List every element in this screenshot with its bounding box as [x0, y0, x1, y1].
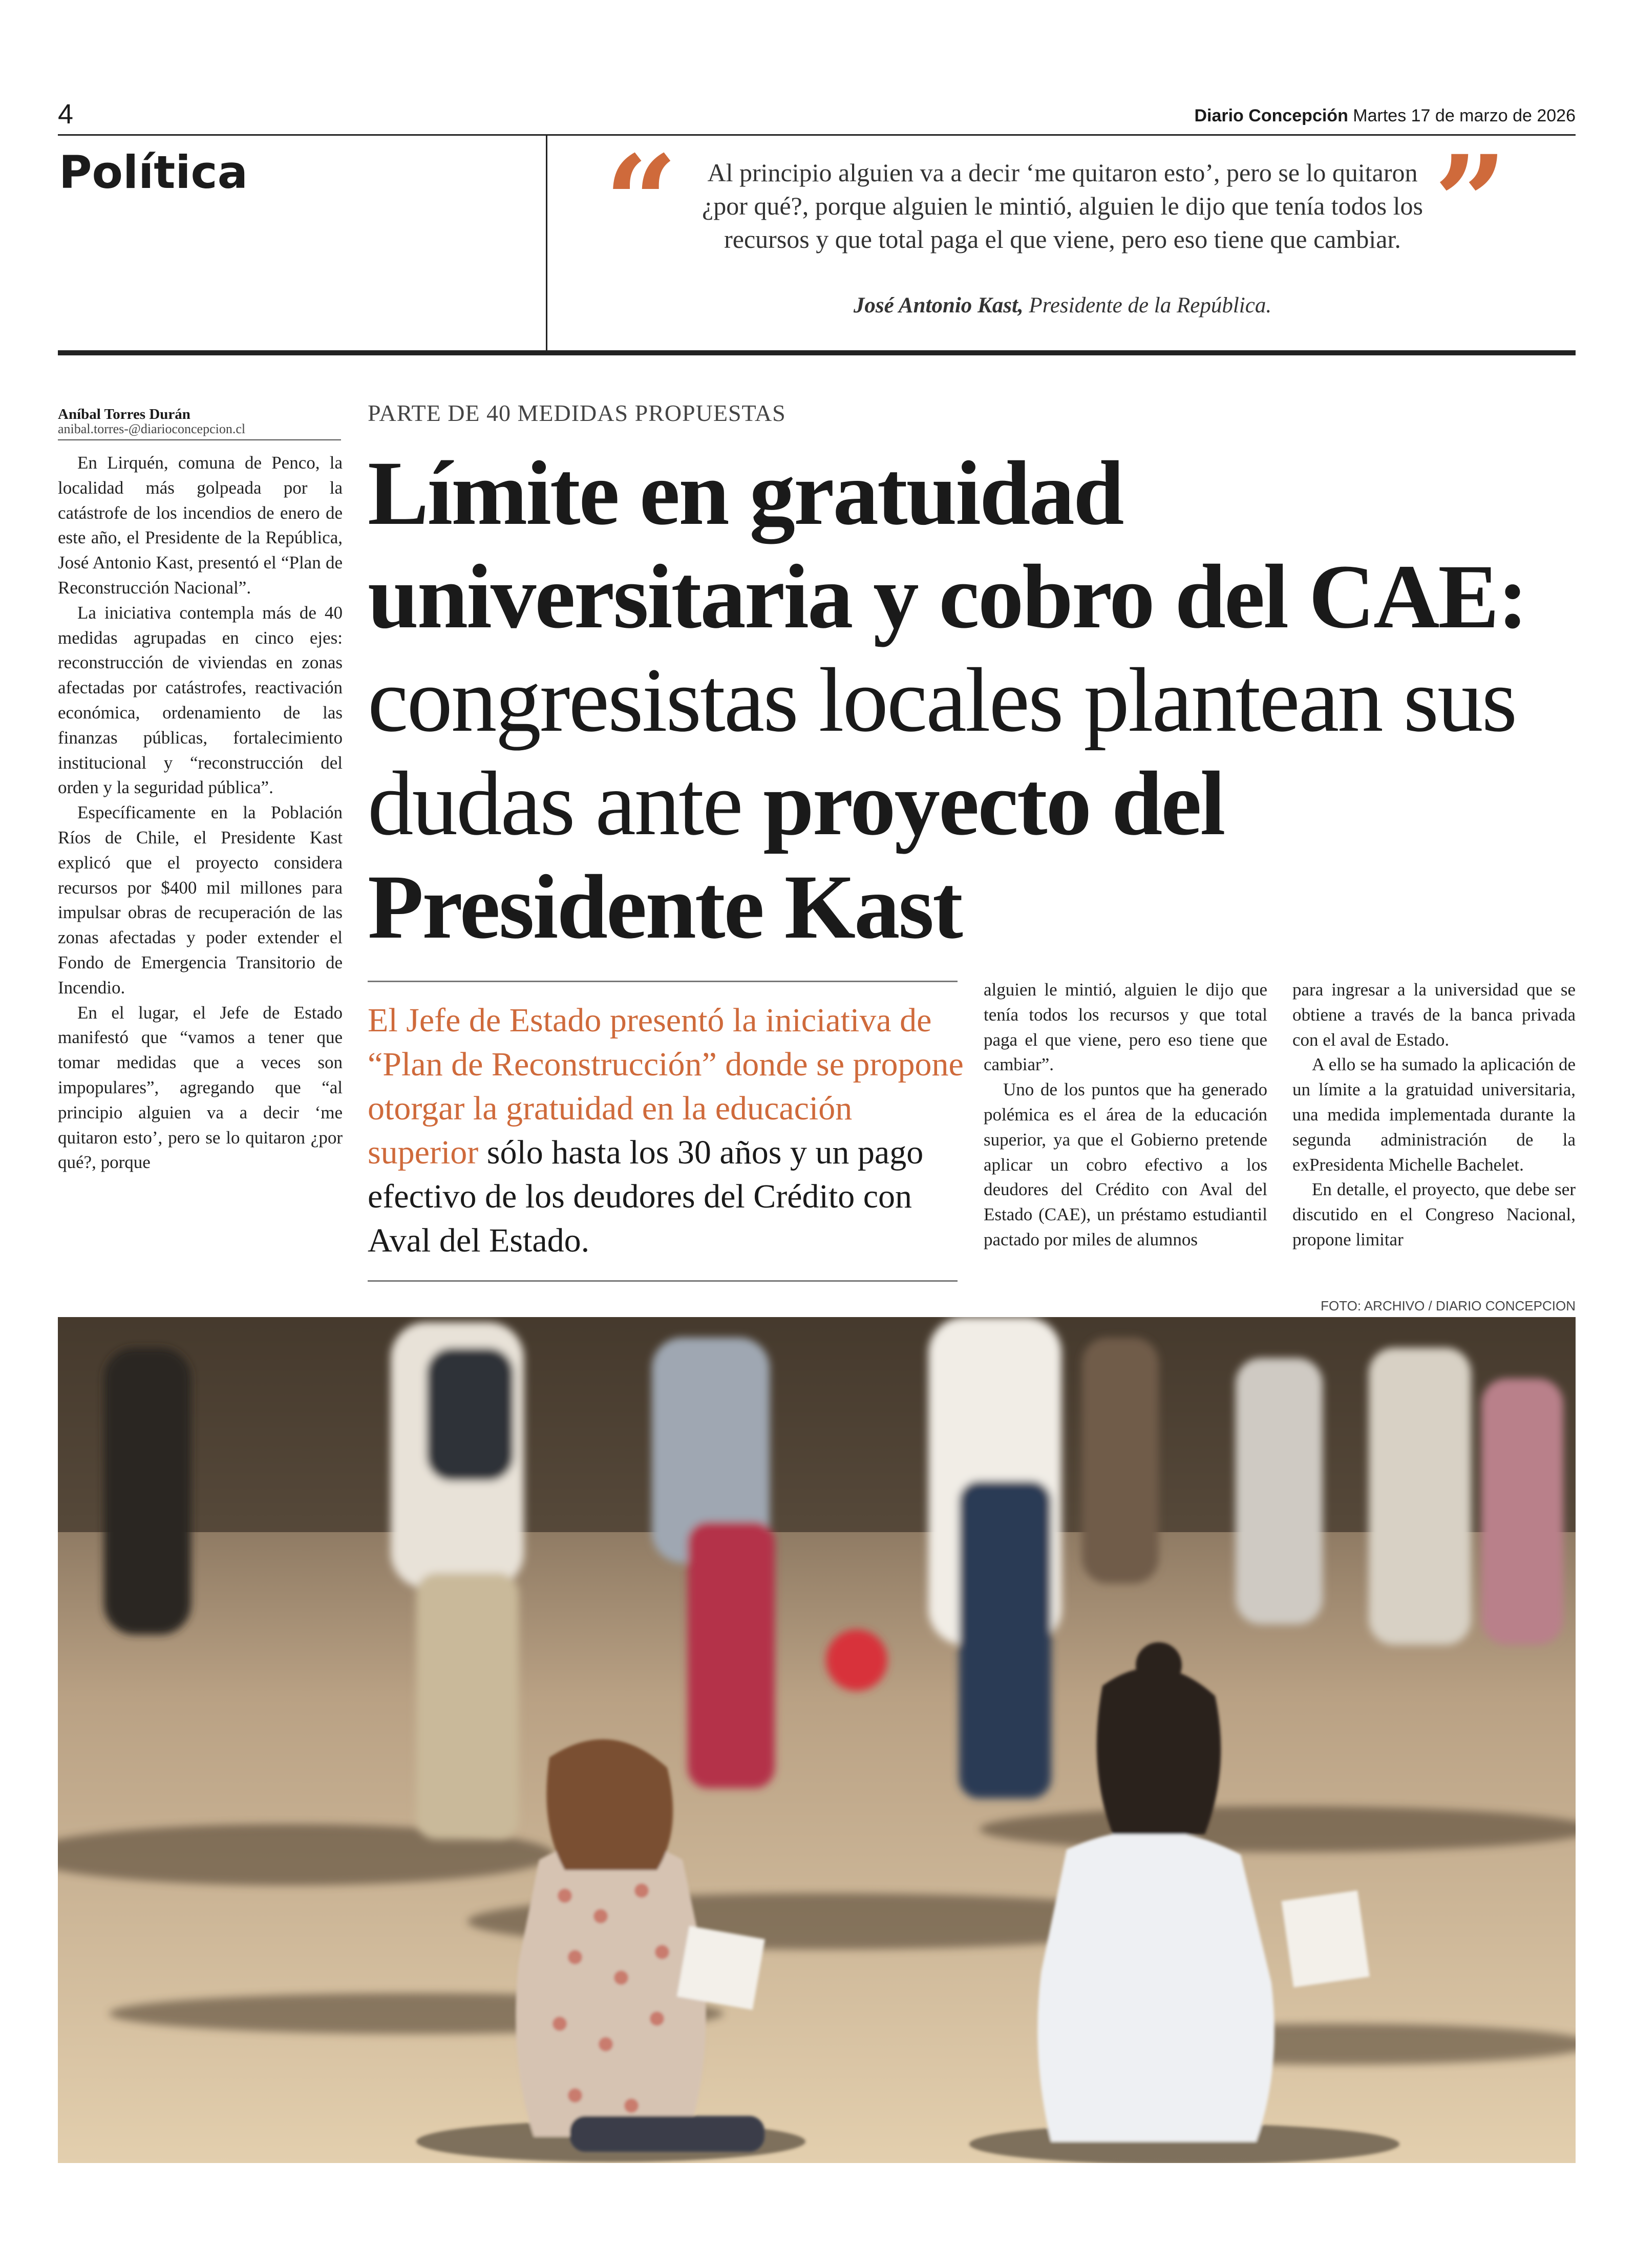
newspaper-name: Diario Concepción — [1194, 106, 1348, 125]
close-quote-icon: ” — [1434, 127, 1507, 278]
paragraph: Uno de los puntos que ha generado polémica es el área de la educación superior, ya que el Gobierno pretende aplicar un cobro efectivo a los deudores del Crédito con Aval del Estado (CAE), un préstamo estudiantil pactado por miles de alumnos — [984, 1079, 1267, 1249]
paragraph: En detalle, el proyecto, que debe ser discutido en el Congreso Nacional, propone limitar — [1292, 1179, 1576, 1249]
deck-rule-bottom — [368, 1280, 958, 1282]
paragraph: La iniciativa contempla más de 40 medidas agrupadas en cinco ejes: reconstrucción de viviendas en zonas afectadas por catástrofes, reactivación económica, ordenamiento de las finanzas públicas, fortalecimiento institucional y “reconstrucción del orden y la seguridad pública”. — [58, 602, 343, 798]
photo-credit: FOTO: ARCHIVO / DIARIO CONCEPCION — [1321, 1298, 1576, 1313]
deck — [368, 999, 967, 1263]
headline-regular-part: congresistas locales plantean sus dudas ante — [368, 649, 1516, 854]
byline-rule — [58, 439, 341, 440]
paragraph: Específicamente en la Población Ríos de Chile, el Presidente Kast explicó que el proyecto considera recursos por $400 mil millones para impulsar obras de recuperación de las zonas afectadas y poder extender el Fondo de Emergencia Transitorio de Incendio. — [58, 802, 343, 998]
pull-quote-text: Al principio alguien va a decir ‘me quitaron esto’, pero se lo quitaron ¿por qué?, porque alguien le mintió, alguien le dijo que tenía todos los recursos y que total paga el que viene, pero eso tiene que cambiar. — [702, 158, 1423, 253]
article-column-4 — [1292, 978, 1576, 1253]
article-column-3 — [984, 978, 1267, 1253]
paragraph: alguien le mintió, alguien le dijo que tenía todos los recursos y que total paga el que viene, pero eso tiene que cambiar”. — [984, 980, 1267, 1075]
deck-accent: El Jefe de Estado presentó la iniciativa de “Plan de Reconstrucción” donde se propone otorgar la gratuidad en la educación superior — [368, 1002, 964, 1171]
article-column-1 — [58, 451, 343, 1175]
article-photo — [58, 1317, 1576, 2163]
pull-quote-author: José Antonio Kast, — [853, 293, 1024, 317]
paragraph: para ingresar a la universidad que se obtiene a través de la banca privada con el aval de Estado. — [1292, 980, 1576, 1050]
headline-bold-part: Límite en gratuidad universitaria y cobro del CAE: — [368, 442, 1527, 647]
header-divider — [546, 135, 547, 350]
top-rule — [58, 134, 1576, 136]
paragraph: En el lugar, el Jefe de Estado manifestó que “vamos a tener que tomar medidas que a veces son impopulares”, agregando que “al principio alguien va a decir ‘me quitaron esto’, pero se lo quitaron ¿por qué?, porque — [58, 1002, 343, 1173]
byline-email: anibal.torres-@diarioconcepcion.cl — [58, 421, 246, 436]
open-quote-icon: “ — [604, 127, 678, 278]
section-title: Política — [59, 146, 248, 199]
issue-date: Martes 17 de marzo de 2026 — [1353, 106, 1576, 125]
paragraph: A ello se ha sumado la aplicación de un límite a la gratuidad universitaria, una medida implementada durante la segunda administración de la exPresidenta Michelle Bachelet. — [1292, 1054, 1576, 1175]
paragraph: En Lirquén, comuna de Penco, la localidad más golpeada por la catástrofe de los incendios de enero de este año, el Presidente de la República, José Antonio Kast, presentó el “Plan de Reconstrucción Nacional”. — [58, 453, 343, 598]
page-number: 4 — [58, 99, 74, 130]
byline-author: Aníbal Torres Durán — [58, 406, 190, 422]
masthead — [1194, 106, 1576, 126]
headline-bold-part: proyecto del Presidente Kast — [368, 752, 1224, 958]
headline — [368, 441, 1561, 959]
kicker: PARTE DE 40 MEDIDAS PROPUESTAS — [368, 400, 786, 426]
pull-quote-role: Presidente de la República. — [1029, 293, 1272, 317]
pull-quote-attribution — [702, 293, 1423, 318]
deck-text: sólo hasta los 30 años y un pago efectivo de los deudores del Crédito con Aval del Estado. — [368, 1134, 924, 1259]
header-thick-rule — [58, 350, 1576, 355]
deck-rule-top — [368, 981, 958, 982]
